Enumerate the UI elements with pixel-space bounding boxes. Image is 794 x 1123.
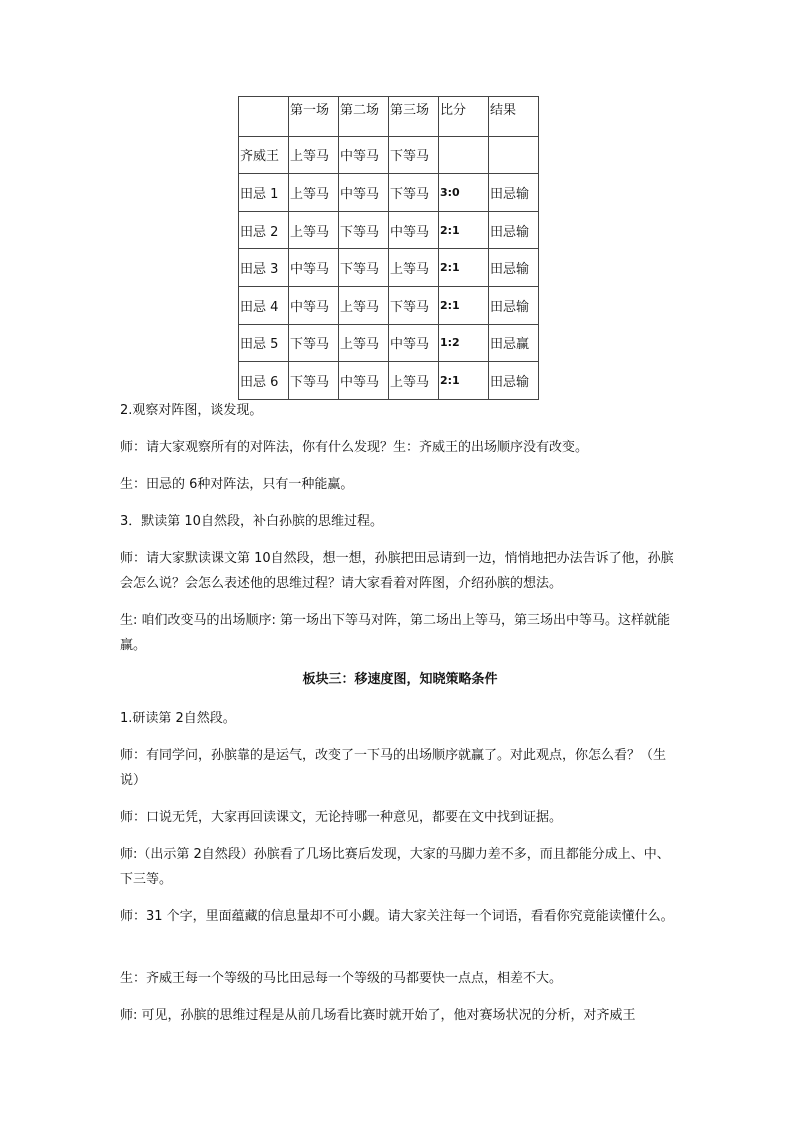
table-cell: 2:1 bbox=[439, 286, 489, 324]
table-cell: 2:1 bbox=[439, 211, 489, 249]
table-cell: 中等马 bbox=[289, 286, 339, 324]
table-cell: 田忌输 bbox=[489, 174, 539, 212]
table-cell: 中等马 bbox=[389, 324, 439, 362]
table-row bbox=[239, 136, 539, 174]
table-cell: 2:1 bbox=[439, 249, 489, 287]
table-cell: 上等马 bbox=[289, 136, 339, 174]
table-cell: 中等马 bbox=[339, 174, 389, 212]
table-cell: 田忌 4 bbox=[239, 286, 289, 324]
table-cell: 中等马 bbox=[339, 362, 389, 400]
table-cell: 上等马 bbox=[289, 211, 339, 249]
table-header-cell: 结果 bbox=[489, 97, 539, 137]
table-row bbox=[239, 174, 539, 212]
table-cell: 上等马 bbox=[339, 286, 389, 324]
table-cell: 田忌 3 bbox=[239, 249, 289, 287]
table-cell: 下等马 bbox=[389, 174, 439, 212]
paragraph-teacher-evidence: 师：口说无凭，大家再回读课文，无论持哪一种意见，都要在文中找到证据。 bbox=[120, 810, 563, 825]
table-cell bbox=[439, 136, 489, 174]
table-header-row bbox=[239, 97, 539, 137]
table-row bbox=[239, 286, 539, 324]
table-cell: 上等马 bbox=[339, 324, 389, 362]
table-cell: 上等马 bbox=[389, 362, 439, 400]
table-header-cell bbox=[239, 97, 289, 137]
table-cell: 田忌赢 bbox=[489, 324, 539, 362]
table-header-cell: 第一场 bbox=[289, 97, 339, 137]
table-cell: 下等马 bbox=[289, 362, 339, 400]
table-header-cell: 第二场 bbox=[339, 97, 389, 137]
table-cell: 田忌 1 bbox=[239, 174, 289, 212]
table-cell: 上等马 bbox=[289, 174, 339, 212]
table-cell: 下等马 bbox=[389, 136, 439, 174]
table-cell bbox=[489, 136, 539, 174]
table-cell: 中等马 bbox=[289, 249, 339, 287]
table-row bbox=[239, 324, 539, 362]
paragraph-silent-read: 3．默读第 10自然段，补白孙膑的思维过程。 bbox=[120, 514, 383, 529]
table-cell: 中等马 bbox=[339, 136, 389, 174]
paragraph-student-speed: 生：齐威王每一个等级的马比田忌每一个等级的马都要快一点点，相差不大。 bbox=[120, 971, 563, 986]
paragraph-observe: 2.观察对阵图，谈发现。 bbox=[120, 403, 263, 418]
table-row bbox=[239, 362, 539, 400]
table-cell: 田忌 5 bbox=[239, 324, 289, 362]
table-cell: 齐威王 bbox=[239, 136, 289, 174]
paragraph-student-order: 生: 咱们改变马的出场顺序: 第一场出下等马对阵，第二场出上等马，第三场出中等马。这样就能赢。 bbox=[120, 613, 671, 653]
table-cell: 田忌输 bbox=[489, 211, 539, 249]
table-cell: 下等马 bbox=[339, 211, 389, 249]
table-header-cell: 比分 bbox=[439, 97, 489, 137]
paragraph-teacher-read: 师：请大家默读课文第 10自然段，想一想，孙膑把田忌请到一边，悄悄地把办法告诉了他，孙膑会怎么说？会怎么表述他的思维过程？请大家看着对阵图，介绍孙膑的想法。 bbox=[120, 551, 674, 591]
table-cell: 上等马 bbox=[389, 249, 439, 287]
table-cell: 田忌 2 bbox=[239, 211, 289, 249]
paragraph-teacher-luck: 师：有同学问，孙膑靠的是运气，改变了一下马的出场顺序就赢了。对此观点，你怎么看？（生说） bbox=[120, 748, 667, 788]
table-cell: 下等马 bbox=[289, 324, 339, 362]
paragraph-student-win: 生：田忌的 6种对阵法，只有一种能赢。 bbox=[120, 477, 354, 492]
paragraph-teacher-show: 师:（出示第 2自然段）孙膑看了几场比赛后发现，大家的马脚力差不多，而且都能分成上、中、下三等。 bbox=[120, 847, 670, 887]
table-row bbox=[239, 249, 539, 287]
paragraph-teacher-31: 师：31 个字，里面蕴藏的信息量却不可小觑。请大家关注每一个词语，看看你究竟能读懂什么。 bbox=[120, 909, 674, 924]
table-cell: 3:0 bbox=[439, 174, 489, 212]
table-cell: 1:2 bbox=[439, 324, 489, 362]
table-cell: 2:1 bbox=[439, 362, 489, 400]
table-header-cell: 第三场 bbox=[389, 97, 439, 137]
paragraph-teacher-observe: 师：请大家观察所有的对阵法，你有什么发现？生：齐威王的出场顺序没有改变。 bbox=[120, 440, 589, 455]
table-row bbox=[239, 211, 539, 249]
table-cell: 田忌 6 bbox=[239, 362, 289, 400]
match-table bbox=[238, 96, 539, 400]
table-cell: 田忌输 bbox=[489, 362, 539, 400]
paragraph-study-2: 1.研读第 2自然段。 bbox=[120, 711, 236, 726]
table-cell: 下等马 bbox=[389, 286, 439, 324]
table-cell: 田忌输 bbox=[489, 249, 539, 287]
table-cell: 田忌输 bbox=[489, 286, 539, 324]
paragraph-teacher-conclusion: 师: 可见，孙膑的思维过程是从前几场看比赛时就开始了，他对赛场状况的分析，对齐威王 bbox=[120, 1008, 636, 1023]
table-cell: 下等马 bbox=[339, 249, 389, 287]
section-heading: 板块三：移速度图，知晓策略条件 bbox=[302, 672, 498, 687]
table-cell: 中等马 bbox=[389, 211, 439, 249]
